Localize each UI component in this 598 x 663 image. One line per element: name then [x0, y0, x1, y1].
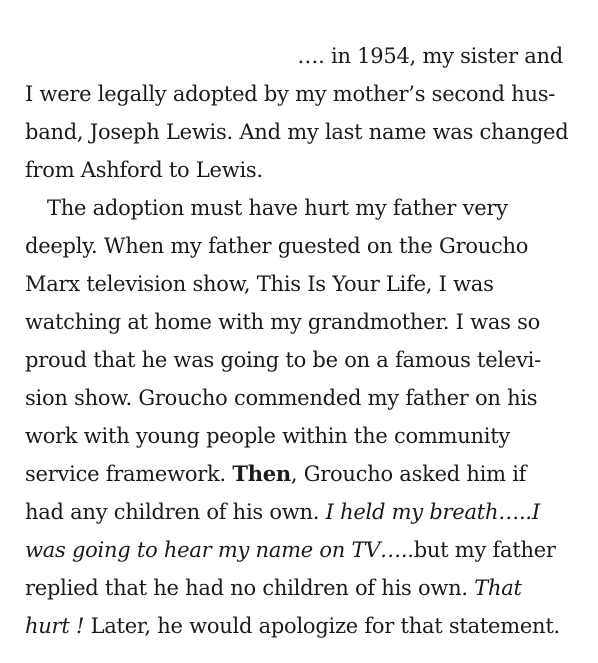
text-line	[25, 379, 575, 417]
paragraph	[25, 189, 575, 645]
body-text: Marx television show, This Is Your Life, I was	[25, 272, 494, 296]
body-text: sion show. Groucho commended my father on his	[25, 386, 538, 410]
body-text: service framework.	[25, 462, 233, 486]
text-line	[25, 189, 575, 227]
body-text: deeply. When my father guested on the Groucho	[25, 234, 529, 258]
body-text: I were legally adopted by my mother’s second hus-	[25, 82, 556, 106]
document-page	[25, 37, 575, 645]
text-line	[25, 417, 575, 455]
text-line	[25, 265, 575, 303]
text-line	[25, 113, 575, 151]
body-text: had any children of his own.	[25, 500, 326, 524]
text-line	[25, 493, 575, 531]
body-text: …. in 1954, my sister and	[297, 44, 563, 68]
text-line	[25, 455, 575, 493]
body-text: band, Joseph Lewis. And my last name was changed	[25, 120, 569, 144]
body-text: Later, he would apologize for that statement.	[90, 614, 560, 638]
body-text: but my father	[413, 538, 556, 562]
text-line	[25, 531, 575, 569]
bold-text: Then	[232, 461, 291, 486]
text-line	[25, 607, 575, 645]
body-text: , Groucho asked him if	[290, 462, 527, 486]
text-line	[25, 151, 575, 189]
body-text: watching at home with my grandmother. I was so	[25, 310, 541, 334]
body-text: work with young people within the community	[25, 424, 511, 448]
text-line	[25, 75, 575, 113]
italic-text: I held my breath…..I	[325, 500, 540, 524]
paragraph	[25, 37, 575, 189]
text-line	[25, 569, 575, 607]
text-line	[25, 303, 575, 341]
body-text: proud that he was going to be on a famous televi-	[25, 348, 541, 372]
body-text: replied that he had no children of his own.	[25, 576, 475, 600]
body-text: The adoption must have hurt my father very	[47, 196, 508, 220]
body-text: from Ashford to Lewis.	[25, 158, 263, 182]
italic-text: was going to hear my name on TV…..	[25, 538, 414, 562]
text-line	[25, 227, 575, 265]
italic-text: hurt !	[25, 614, 91, 638]
italic-text: That	[474, 576, 522, 600]
text-line	[25, 341, 575, 379]
text-line	[25, 37, 575, 75]
